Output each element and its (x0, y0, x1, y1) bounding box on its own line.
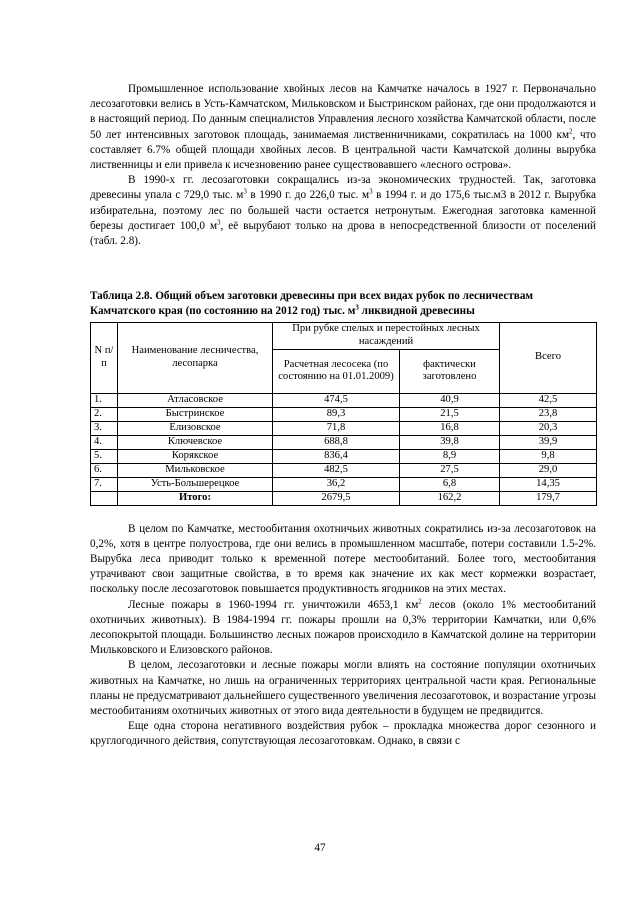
table-row: 3. Елизовское 71,8 16,8 20,3 (91, 421, 597, 435)
after-table-text (90, 522, 596, 750)
header-num: N п/п (91, 322, 118, 393)
table-row: 4. Ключевское 688,8 39,8 39,9 (91, 435, 597, 449)
table-caption: Таблица 2.8. Общий объем заготовки древесины при всех видах рубок по лесничествам Камчатского края (по состоянию на 2012 год) тыс. $м^3$ ликвидной древесины (90, 290, 534, 318)
paragraph-3: В целом по Камчатке, местообитания охотничьих животных сократились из-за лесозаготовок на 0,2%, хотя в центре полуострова, где они велись в промышленном масштабе, потери составили 1.5-2%. Вырубка леса приводит только к временной потере местообитаний. Более того, местообитания утрачивают свои защитные свойства, в то время как значение их как мест кормежки возрастает, поскольку после лесозаготовок повышается продуктивность ягодников на этих местах. (90, 522, 596, 596)
paragraph-2: В 1990-х гг. лесозаготовки сокращались из-за экономических трудностей. Так, заготовка древесины упала с 729,0 тыс. $м^3$ в 1990 г. до 226,0 тыс. $м^3$ в 1994 г. и до 175,6 тыс.м3 в 2012 г. Вырубка избирательна, поэтому лес по большей части остается нетронутым. Ежегодная заготовка каменной березы достигает 100,0 $м^3$, её вырубают только на дрова в непосредственной близости от поселений (табл. 2.8). (90, 174, 596, 248)
header-planned: Расчетная лесосека (по состоянию на 01.01.2009) (273, 350, 400, 394)
paragraph-4: Лесные пожары в 1960-1994 гг. уничтожили 4653,1 $км^2$ лесов (около 1% местообитаний охотничьих животных). В 1984-1994 гг. пожары прошли на 0,3% территории Камчатки, или 0,6% лесопокрытой площади. Большинство лесных пожаров происходило в Камчатской долине на территории Мильковского и Елизовского районов. (90, 596, 596, 657)
header-actual: фактически заготовлено (400, 350, 500, 394)
header-group: При рубке спелых и перестойных лесных насаждений (273, 322, 500, 349)
table-row: 6. Мильковское 482,5 27,5 29,0 (91, 463, 597, 477)
page-number: 47 (314, 842, 326, 854)
paragraph-6: Еще одна сторона негативного воздействия рубок – прокладка множества дорог сезонного и круглогодичного действия, сопутствующая лесозаготовкам. Однако, в связи с (90, 720, 596, 748)
table-row: 2. Быстринское 89,3 21,5 23,8 (91, 407, 597, 421)
table-row: 1. Атласовское 474,5 40,9 42,5 (91, 393, 597, 407)
header-total: Всего (500, 322, 597, 393)
header-name: Наименование лесничества, лесопарка (118, 322, 273, 393)
table-row: 7. Усть-Большерецкое 36,2 6,8 14,35 (91, 477, 597, 491)
table-row: 5. Корякское 836,4 8,9 9,8 (91, 449, 597, 463)
table-header-row-1 (91, 322, 597, 349)
table-total-row: Итого: 2679,5 162,2 179,7 (91, 491, 597, 505)
paragraph-1: Промышленное использование хвойных лесов на Камчатке началось в 1927 г. Первоначально лесозаготовки велись в Усть-Камчатском, Мильковском и Быстринском районах, где они продолжаются и в настоящий период. По данным специалистов Управления лесного хозяйства Камчатской области, после 50 лет интенсивных заготовок площадь, занимаемая лиственничниками, сократилась на 1000 $км^2$, что составляет 6.7% общей площади хвойных лесов. В центральной части Камчатской долины вырубка лиственницы и ели привела к исчезновению ранее существовавшего «лесного острова». (90, 83, 597, 172)
harvest-table (90, 322, 597, 506)
page-content (90, 82, 596, 750)
paragraph-5: В целом, лесозаготовки и лесные пожары могли влиять на состояние популяции охотничьих животных на Камчатке, но лишь на ограниченных территориях центральной части края. Региональные планы не предусматривают дальнейшего существенного увеличения лесозаготовок, и возрастание угрозы местообитаниям охотничьих животных от этого вида деятельности в будущем не предвидится. (90, 659, 596, 718)
